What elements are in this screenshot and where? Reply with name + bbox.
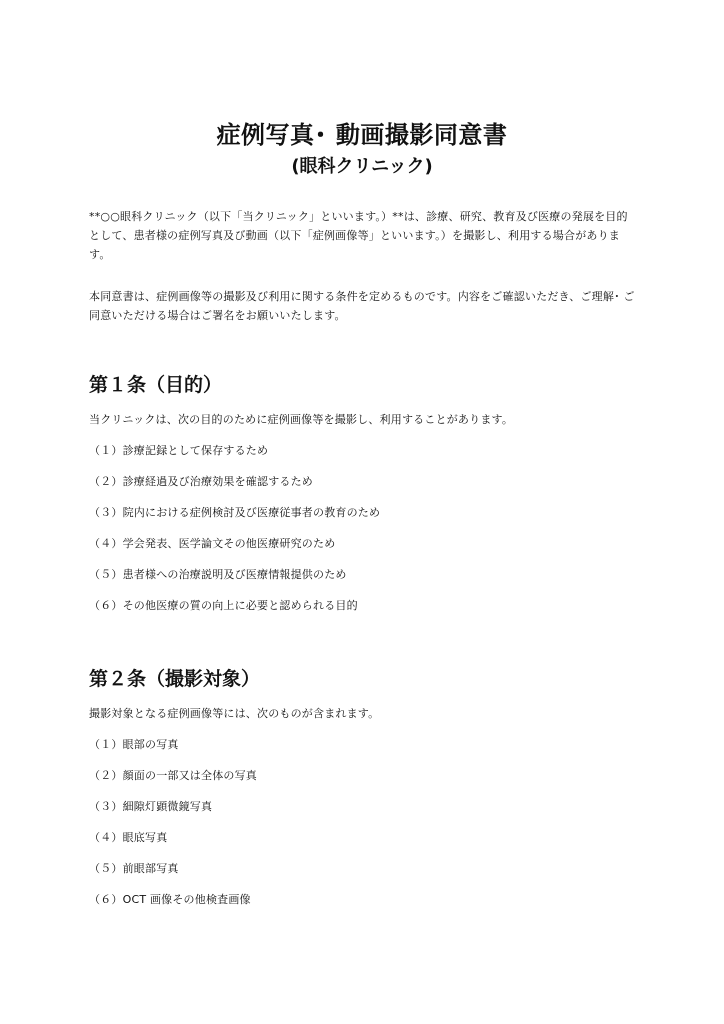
- intro-paragraph-2: 本同意書は、症例画像等の撮影及び利用に関する条件を定めるものです。内容をご確認いただき、ご理解･ ご同意いただける場合はご署名をお願いいたします。: [89, 290, 635, 322]
- section-2-lead: 撮影対象となる症例画像等には、次のものが含まれます。: [89, 707, 380, 720]
- section-1-item: （２）診療経過及び治療効果を確認するため: [89, 475, 313, 488]
- section-1-heading: 第１条（目的）: [89, 374, 223, 396]
- section-2-item: （２）顔面の一部又は全体の写真: [89, 769, 257, 782]
- section-2-item: （３）細隙灯顕微鏡写真: [89, 800, 213, 813]
- section-1-item: （６）その他医療の質の向上に必要と認められる目的: [89, 599, 358, 612]
- section-2-item: （４）眼底写真: [89, 831, 168, 844]
- section-2-item: （１）眼部の写真: [89, 738, 179, 751]
- section-1-item: （１）診療記録として保存するため: [89, 444, 269, 457]
- document-subtitle: (眼科クリニック): [291, 156, 433, 177]
- section-2-item: （６）OCT 画像その他検査画像: [89, 893, 251, 906]
- section-1-item: （３）院内における症例検討及び医療従事者の教育のため: [89, 506, 381, 519]
- section-1-lead: 当クリニックは、次の目的のために症例画像等を撮影し、利用することがあります。: [89, 413, 514, 426]
- section-1-item: （４）学会発表、医学論文その他医療研究のため: [89, 537, 336, 550]
- intro-paragraph-1: **○○眼科クリニック（以下「当クリニック」といいます。）**は、診療、研究、教育及び医療の発展を目的として、患者様の症例写真及び動画（以下「症例画像等」といいます。）を撮影し、利用する場合があります。: [89, 210, 628, 261]
- section-2-heading: 第２条（撮影対象）: [89, 668, 261, 690]
- document-title: 症例写真･ 動画撮影同意書: [216, 121, 508, 149]
- section-1-item: （５）患者様への治療説明及び医療情報提供のため: [89, 568, 347, 581]
- section-2-item: （５）前眼部写真: [89, 862, 179, 875]
